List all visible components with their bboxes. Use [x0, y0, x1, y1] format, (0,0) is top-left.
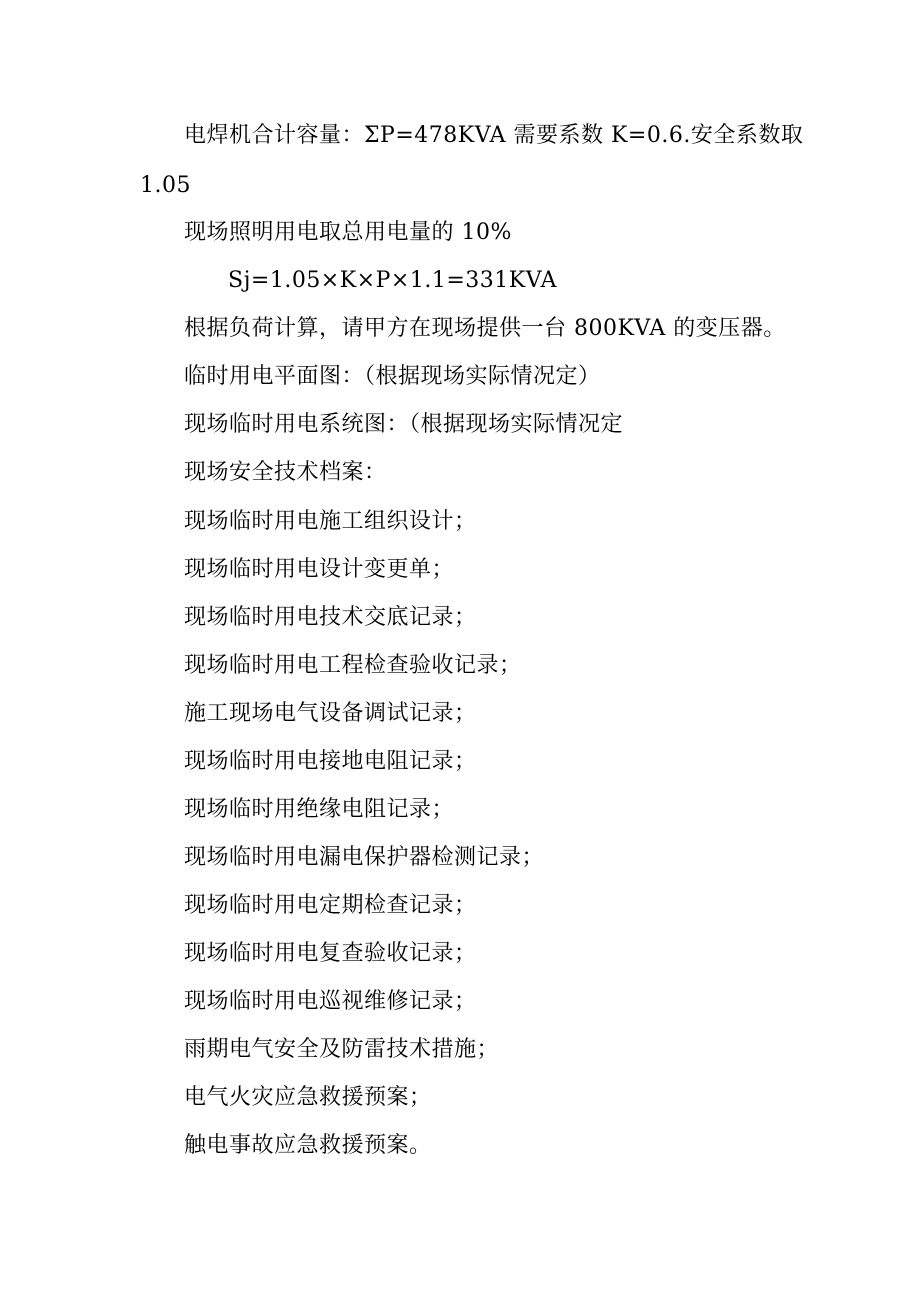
section-heading-archive: 现场安全技术档案： — [184, 460, 387, 485]
list-item: 雨期电气安全及防雷技术措施； — [184, 1037, 500, 1062]
list-item: 现场临时用电定期检查记录； — [184, 893, 477, 918]
list-item: 现场临时用电设计变更单； — [184, 557, 455, 582]
paragraph-system-diagram: 现场临时用电系统图：（根据现场实际情况定 — [184, 412, 624, 437]
paragraph-welder-capacity-cont: 1.05 — [140, 173, 191, 198]
list-item: 现场临时用电漏电保护器检测记录； — [184, 845, 545, 870]
list-item: 触电事故应急救援预案。 — [184, 1133, 432, 1158]
paragraph-transformer: 根据负荷计算，请甲方在现场提供一台 800KVA 的变压器。 — [184, 316, 786, 341]
paragraph-lighting: 现场照明用电取总用电量的 10% — [184, 220, 512, 245]
list-item: 施工现场电气设备调试记录； — [184, 701, 477, 726]
list-item: 现场临时用电接地电阻记录； — [184, 749, 477, 774]
list-item: 电气火灾应急救援预案； — [184, 1085, 432, 1110]
list-item: 现场临时用电工程检查验收记录； — [184, 653, 522, 678]
formula-sj: Sj=1.05×K×P×1.1=331KVA — [228, 268, 557, 293]
list-item: 现场临时用电施工组织设计； — [184, 509, 477, 534]
list-item: 现场临时用电技术交底记录； — [184, 605, 477, 630]
list-item: 现场临时用绝缘电阻记录； — [184, 797, 455, 822]
paragraph-welder-capacity: 电焊机合计容量：ΣP=478KVA 需要系数 K=0.6.安全系数取 — [184, 123, 804, 148]
paragraph-floor-plan: 临时用电平面图：（根据现场实际情况定） — [184, 364, 601, 389]
list-item: 现场临时用电复查验收记录； — [184, 941, 477, 966]
list-item: 现场临时用电巡视维修记录； — [184, 989, 477, 1014]
